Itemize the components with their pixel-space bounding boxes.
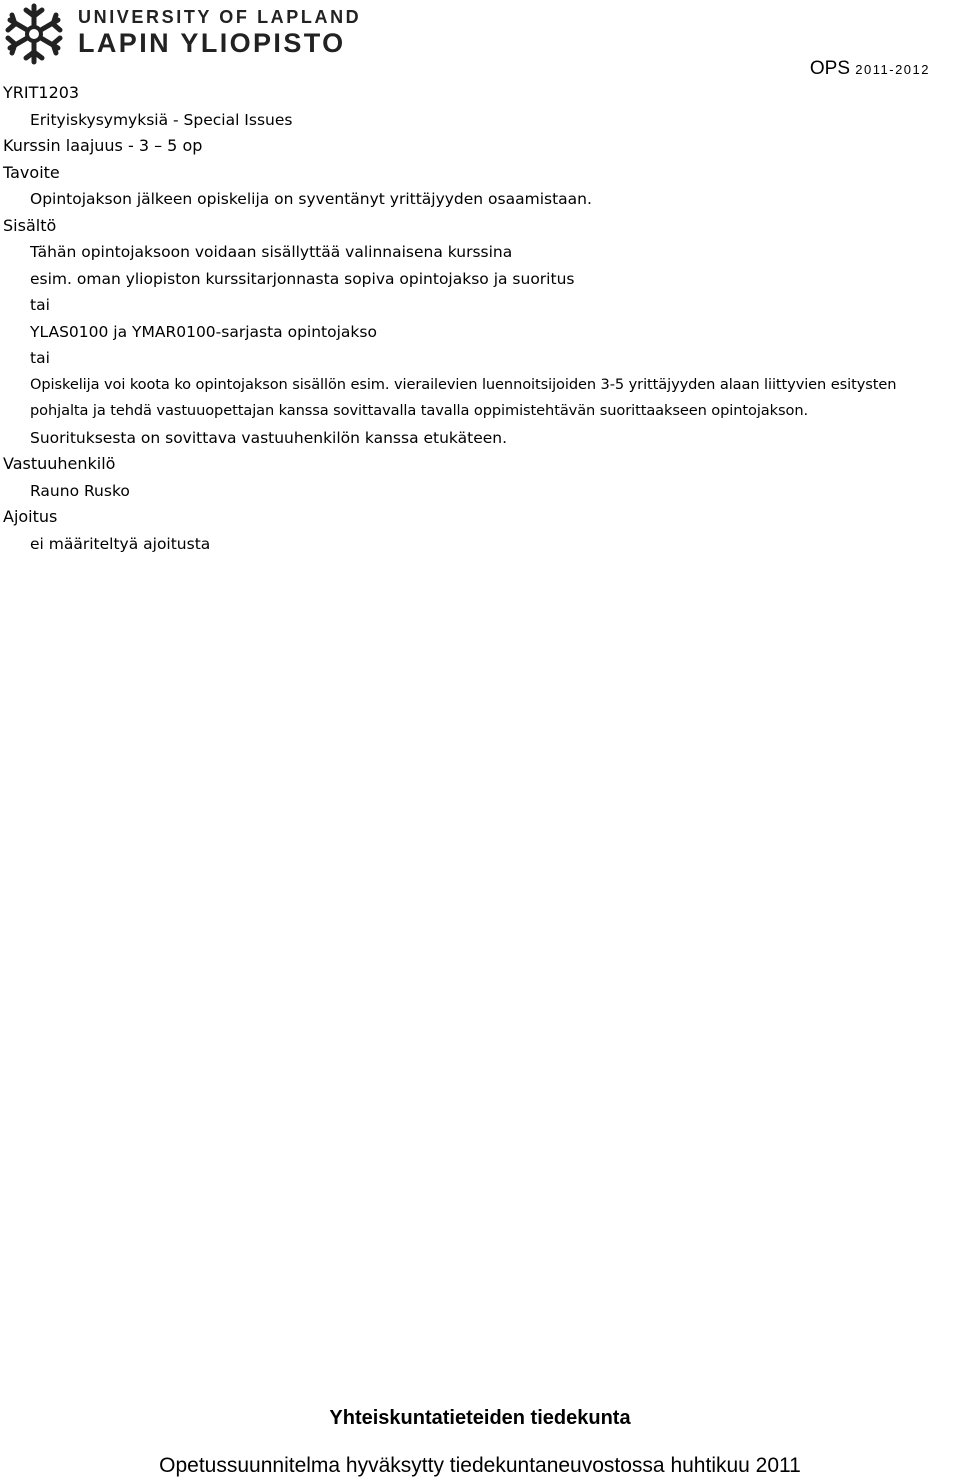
- ops-label: OPS: [809, 58, 850, 79]
- course-description: [0, 80, 960, 557]
- timing-text: ei määriteltyä ajoitusta: [30, 534, 211, 553]
- ops-years: 2011-2012: [855, 62, 930, 77]
- curriculum-period: [810, 58, 930, 80]
- section-text: Opintojakson jälkeen opiskelija on syventänyt yrittäjyyden osaamistaan.: [30, 190, 592, 208]
- section-heading-tavoite: Tavoite: [3, 162, 60, 182]
- section-heading-sisalto: Sisältö: [3, 215, 57, 235]
- faculty-name: Yhteiskuntatieteiden tiedekunta: [329, 1407, 631, 1429]
- section-text: tai: [30, 296, 50, 314]
- section-text: pohjalta ja tehdä vastuuopettajan kanssa sovittavalla tavalla oppimistehtävän suorittaakseen opintojakson.: [30, 402, 809, 419]
- course-code: YRIT1203: [3, 83, 80, 102]
- logo-text: [78, 6, 361, 58]
- responsible-person: Rauno Rusko: [30, 481, 130, 500]
- section-text: Suorituksesta on sovittava vastuuhenkilön kanssa etukäteen.: [30, 428, 508, 447]
- section-text: Tähän opintojaksoon voidaan sisällyttää valinnaisena kurssina: [30, 243, 513, 261]
- university-logo: [0, 0, 360, 64]
- section-text: Opiskelija voi koota ko opintojakson sisällön esim. vierailevien luennoitsijoiden 3-5 yrittäjyyden alaan liittyvien esitysten: [30, 375, 897, 393]
- logo-line-finnish: LAPIN YLIOPISTO: [78, 28, 346, 58]
- snowflake-logo-icon: [2, 2, 66, 66]
- page-header: [0, 0, 960, 80]
- section-text: esim. oman yliopiston kurssitarjonnasta sopiva opintojakso ja suoritus: [30, 269, 575, 288]
- logo-line-english: UNIVERSITY OF LAPLAND: [78, 7, 362, 27]
- course-scope: Kurssin laajuus - 3 – 5 op: [3, 136, 203, 155]
- approval-note: Opetussuunnitelma hyväksytty tiedekuntaneuvostossa huhtikuu 2011: [159, 1454, 801, 1477]
- section-heading-ajoitus: Ajoitus: [3, 507, 58, 526]
- section-text: YLAS0100 ja YMAR0100-sarjasta opintojakso: [30, 322, 377, 341]
- course-title: Erityiskysymyksiä - Special Issues: [30, 110, 293, 129]
- section-heading-vastuuhenkilo: Vastuuhenkilö: [3, 454, 116, 473]
- section-text: tai: [30, 349, 50, 367]
